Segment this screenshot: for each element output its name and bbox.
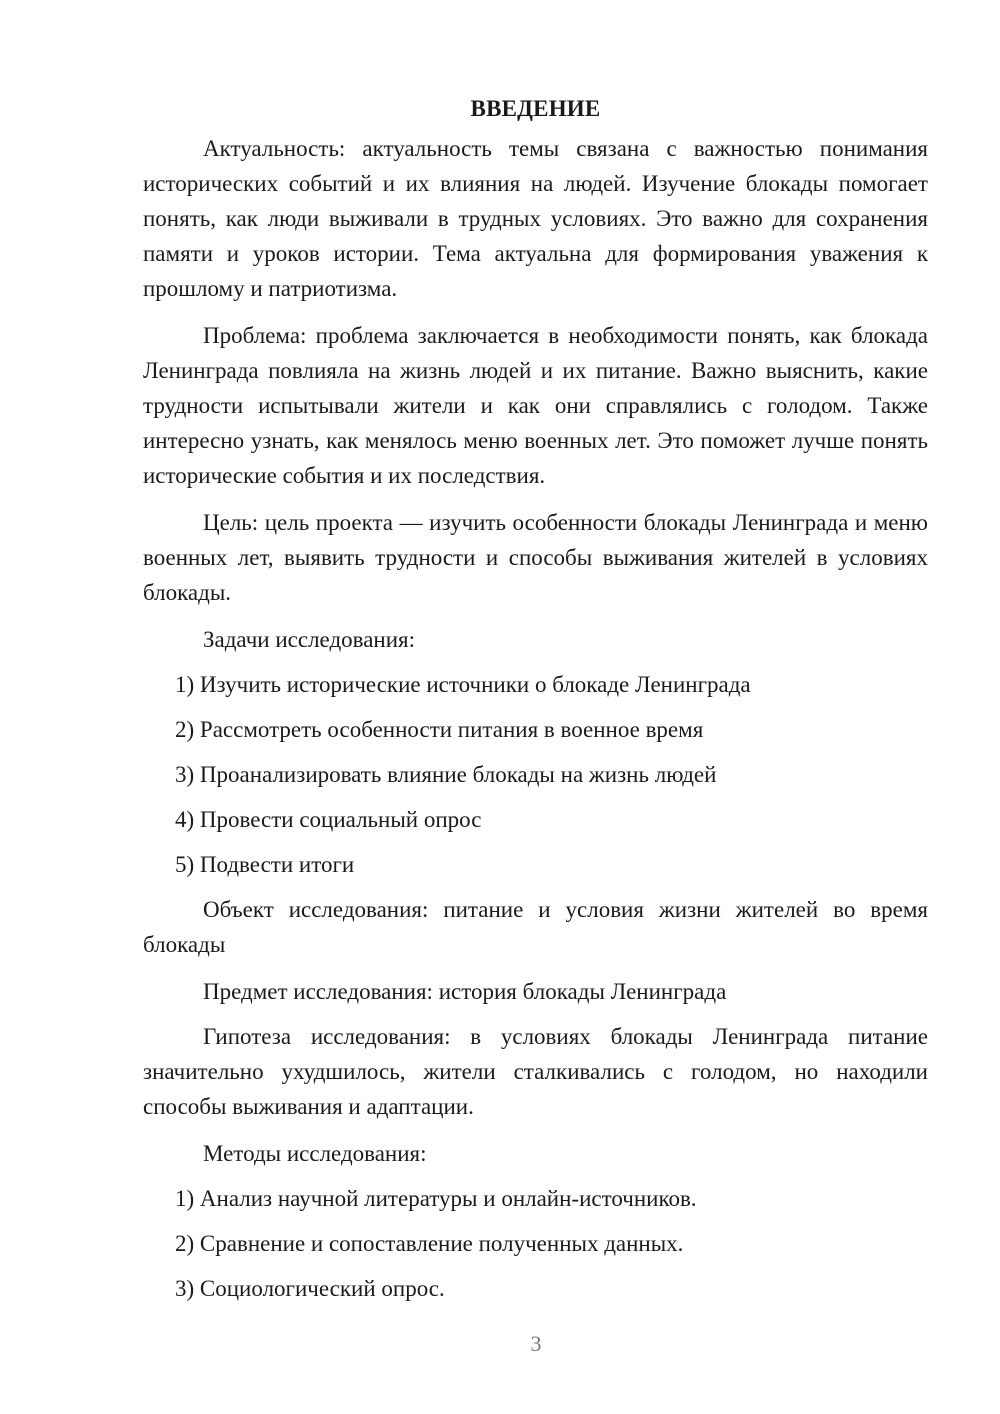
methods-list [143,1181,928,1306]
goal-paragraph: Цель: цель проекта — изучить особенности блокады Ленинграда и меню военных лет, выявить трудности и способы выживания жителей в условиях блокады. [143,510,928,605]
list-item: 4) Провести социальный опрос [175,807,482,832]
list-item: 1) Изучить исторические источники о блокаде Ленинграда [175,672,751,697]
list-item: 3) Проанализировать влияние блокады на жизнь людей [175,762,717,787]
list-item: 2) Рассмотреть особенности питания в военное время [175,717,704,742]
list-item: 3) Социологический опрос. [175,1276,445,1301]
problem-paragraph: Проблема: проблема заключается в необходимости понять, как блокада Ленинграда повлияла на жизнь людей и их питание. Важно выяснить, какие трудности испытывали жители и как они справлялись с голодом. Также интересно узнать, как менялось меню военных лет. Это поможет лучше понять исторические события и их последствия. [143,323,928,488]
relevance-paragraph: Актуальность: актуальность темы связана с важностью понимания исторических событий и их влияния на людей. Изучение блокады помогает понять, как люди выживали в трудных условиях. Это важно для сохранения памяти и уроков истории. Тема актуальна для формирования уважения к прошлому и патриотизма. [143,136,928,301]
page-number: 3 [530,1331,542,1356]
subject-paragraph: Предмет исследования: история блокады Ленинграда [203,979,727,1004]
document-page [143,92,928,1316]
list-item: 1) Анализ научной литературы и онлайн-источников. [175,1186,697,1211]
tasks-heading: Задачи исследования: [203,627,416,652]
list-item: 2) Сравнение и сопоставление полученных данных. [175,1231,684,1256]
methods-heading: Методы исследования: [203,1141,427,1166]
tasks-list [143,667,928,882]
list-item: 5) Подвести итоги [175,852,355,877]
section-title: ВВЕДЕНИЕ [470,96,601,121]
object-paragraph: Объект исследования: питание и условия жизни жителей во время блокады [143,897,928,957]
hypothesis-paragraph: Гипотеза исследования: в условиях блокады Ленинграда питание значительно ухудшилось, жители сталкивались с голодом, но находили способы выживания и адаптации. [143,1024,928,1119]
